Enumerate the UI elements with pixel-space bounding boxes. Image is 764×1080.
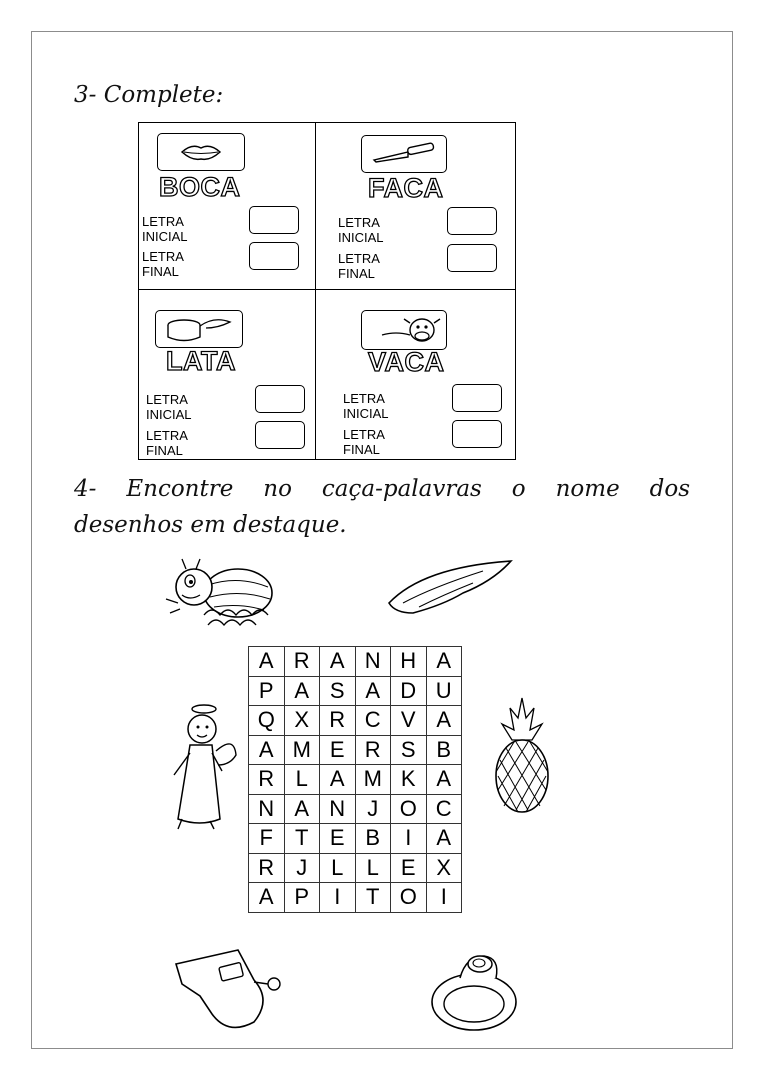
initial-letter-label: LETRA INICIAL xyxy=(142,214,188,244)
instruction-word: caça-palavras xyxy=(321,476,482,502)
initial-letter-box[interactable] xyxy=(452,384,502,412)
grid-cell[interactable]: A xyxy=(426,706,462,736)
grid-cell[interactable]: D xyxy=(391,676,427,706)
word-search-grid xyxy=(248,646,462,913)
word-label: LATA xyxy=(166,346,236,376)
grid-cell[interactable]: F xyxy=(249,824,285,854)
grid-cell[interactable]: Q xyxy=(249,706,285,736)
instruction-word: nome xyxy=(555,476,620,502)
grid-cell[interactable]: I xyxy=(426,883,462,913)
initial-letter-label: LETRA INICIAL xyxy=(343,391,389,421)
instruction-word: 4- xyxy=(74,476,97,502)
grid-cell[interactable]: J xyxy=(284,853,320,883)
word-label: VACA xyxy=(368,347,445,377)
knife-icon xyxy=(361,135,447,173)
grid-row xyxy=(249,735,462,765)
grid-row xyxy=(249,883,462,913)
whistle-icon xyxy=(166,944,288,1034)
word-label: BOCA xyxy=(159,172,241,202)
final-letter-box[interactable] xyxy=(452,420,502,448)
grid-cell[interactable]: N xyxy=(249,794,285,824)
question-3-title: 3- Complete: xyxy=(74,82,224,108)
pineapple-icon xyxy=(492,694,552,818)
grid-cell[interactable]: C xyxy=(355,706,391,736)
ring-icon xyxy=(424,944,524,1036)
grid-row xyxy=(249,647,462,677)
grid-cell[interactable]: O xyxy=(391,794,427,824)
grid-cell[interactable]: K xyxy=(391,765,427,795)
grid-cell[interactable]: A xyxy=(284,676,320,706)
grid-row xyxy=(249,853,462,883)
grid-cell[interactable]: A xyxy=(355,676,391,706)
question-4-instruction-continued: desenhos em destaque. xyxy=(74,512,347,538)
grid-cell[interactable]: O xyxy=(391,883,427,913)
grid-cell[interactable]: A xyxy=(426,765,462,795)
final-letter-label: LETRA FINAL xyxy=(146,428,188,458)
grid-cell[interactable]: R xyxy=(249,853,285,883)
grid-cell[interactable]: B xyxy=(355,824,391,854)
grid-cell[interactable]: E xyxy=(320,735,356,765)
grid-cell[interactable]: A xyxy=(249,735,285,765)
grid-cell[interactable]: L xyxy=(355,853,391,883)
complete-table xyxy=(138,122,516,460)
instruction-word: no xyxy=(263,476,292,502)
grid-cell[interactable]: E xyxy=(320,824,356,854)
grid-cell[interactable]: R xyxy=(249,765,285,795)
grid-cell[interactable]: R xyxy=(320,706,356,736)
grid-row xyxy=(249,824,462,854)
final-letter-label: LETRA FINAL xyxy=(338,251,380,281)
grid-cell[interactable]: R xyxy=(355,735,391,765)
grid-cell[interactable]: A xyxy=(426,647,462,677)
grid-cell[interactable]: L xyxy=(320,853,356,883)
initial-letter-label: LETRA INICIAL xyxy=(338,215,384,245)
grid-cell[interactable]: A xyxy=(249,883,285,913)
grid-cell[interactable]: N xyxy=(355,647,391,677)
can-icon xyxy=(155,310,243,348)
instruction-word: dos xyxy=(649,476,690,502)
final-letter-label: LETRA FINAL xyxy=(343,427,385,457)
angel-icon xyxy=(164,695,240,835)
grid-row xyxy=(249,765,462,795)
cow-icon xyxy=(361,310,447,350)
grid-cell[interactable]: C xyxy=(426,794,462,824)
grid-cell[interactable]: A xyxy=(249,647,285,677)
grid-cell[interactable]: J xyxy=(355,794,391,824)
grid-cell[interactable]: P xyxy=(284,883,320,913)
grid-cell[interactable]: P xyxy=(249,676,285,706)
mouth-icon xyxy=(157,133,245,171)
instruction-word: o xyxy=(511,476,526,502)
grid-cell[interactable]: L xyxy=(284,765,320,795)
grid-cell[interactable]: X xyxy=(426,853,462,883)
spider-icon xyxy=(160,555,280,640)
initial-letter-box[interactable] xyxy=(447,207,497,235)
grid-cell[interactable]: A xyxy=(320,647,356,677)
grid-row xyxy=(249,706,462,736)
wing-icon xyxy=(383,557,518,617)
final-letter-label: LETRA FINAL xyxy=(142,249,184,279)
instruction-word: Encontre xyxy=(126,476,234,502)
grid-cell[interactable]: I xyxy=(391,824,427,854)
grid-cell[interactable]: R xyxy=(284,647,320,677)
grid-cell[interactable]: S xyxy=(320,676,356,706)
final-letter-box[interactable] xyxy=(447,244,497,272)
final-letter-box[interactable] xyxy=(249,242,299,270)
initial-letter-label: LETRA INICIAL xyxy=(146,392,192,422)
grid-cell[interactable]: A xyxy=(320,765,356,795)
grid-cell[interactable]: E xyxy=(391,853,427,883)
grid-cell[interactable]: M xyxy=(284,735,320,765)
grid-cell[interactable]: V xyxy=(391,706,427,736)
grid-cell[interactable]: X xyxy=(284,706,320,736)
grid-row xyxy=(249,676,462,706)
grid-cell[interactable]: S xyxy=(391,735,427,765)
grid-cell[interactable]: T xyxy=(284,824,320,854)
grid-cell[interactable]: B xyxy=(426,735,462,765)
grid-cell[interactable]: M xyxy=(355,765,391,795)
grid-cell[interactable]: U xyxy=(426,676,462,706)
grid-cell[interactable]: N xyxy=(320,794,356,824)
question-4-instruction xyxy=(74,476,690,502)
final-letter-box[interactable] xyxy=(255,421,305,449)
grid-cell[interactable]: I xyxy=(320,883,356,913)
word-label: FACA xyxy=(368,173,444,203)
grid-cell[interactable]: T xyxy=(355,883,391,913)
initial-letter-box[interactable] xyxy=(255,385,305,413)
grid-cell[interactable]: H xyxy=(391,647,427,677)
grid-cell[interactable]: A xyxy=(426,824,462,854)
grid-cell[interactable]: A xyxy=(284,794,320,824)
grid-row xyxy=(249,794,462,824)
initial-letter-box[interactable] xyxy=(249,206,299,234)
